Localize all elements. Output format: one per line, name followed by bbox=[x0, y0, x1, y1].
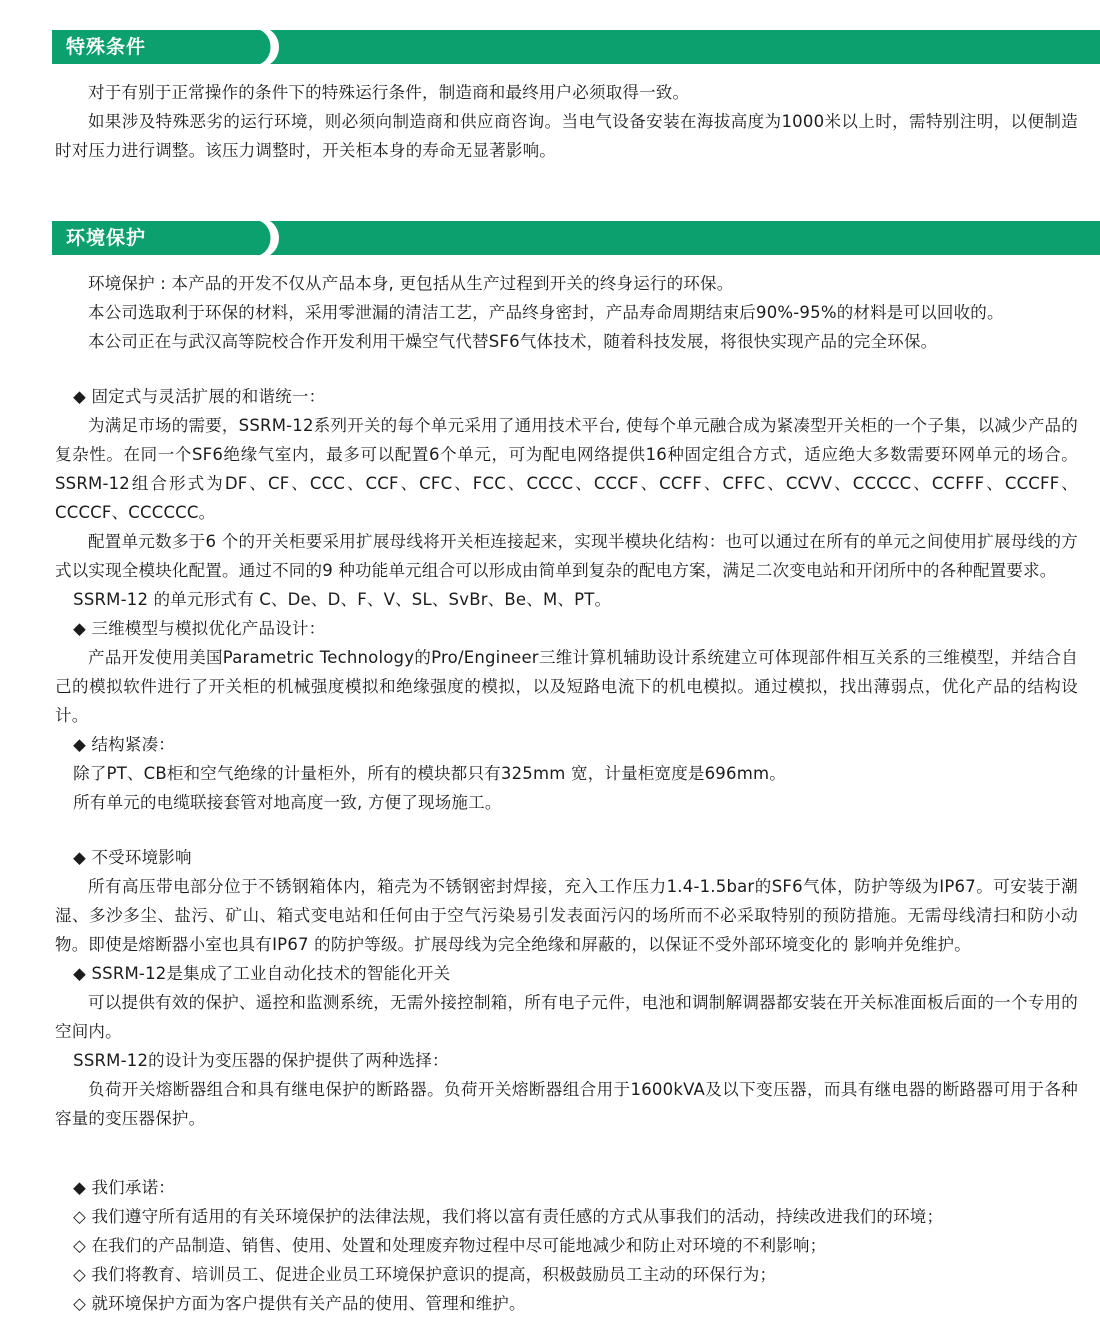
paragraph: 负荷开关熔断器组合和具有继电保护的断路器。负荷开关熔断器组合用于1600kVA及以下变压器，而具有继电器的断路器可用于各种容量的变压器保护。 bbox=[55, 1080, 1078, 1128]
section-heading-special-conditions: 特殊条件 bbox=[66, 36, 147, 58]
paragraph: 如果涉及特殊恶劣的运行环境，则必须向制造商和供应商咨询。当电气设备安装在海拔高度为1000米以上时，需特别注明，以便制造时对压力进行调整。该压力调整时，开关柜本身的寿命无显著影响。 bbox=[55, 112, 1078, 160]
paragraph: 对于有别于正常操作的条件下的特殊运行条件，制造商和最终用户必须取得一致。 bbox=[88, 83, 690, 102]
paragraph: 除了PT、CB柜和空气绝缘的计量柜外，所有的模块都只有325mm 宽，计量柜宽度是696mm。 bbox=[73, 764, 786, 783]
section-banner-special-conditions bbox=[0, 30, 1100, 64]
block-gap bbox=[55, 817, 1078, 843]
paragraph: 为满足市场的需要，SSRM-12系列开关的每个单元采用了通用技术平台, 使每个单元融合成为紧凑型开关柜的一个子集，以减少产品的复杂性。在同一个SF6绝缘气室内，最多可以配置6个单元，可为配电网络提供16种固定组合方式，适应绝大多数需要环网单元的场合。SSRM-12组合形式为DF、CF、CCC、CCF、CFC、FCC、CCCC、CCCF、CCFF、CFFC、CCVV、CCCCC、CCFFF、CCCFF、CCCCF、CCCCCC。 bbox=[55, 416, 1078, 522]
section-heading-environmental-protection: 环境保护 bbox=[66, 227, 147, 249]
bullet-heading: ◆ 结构紧凑： bbox=[73, 735, 175, 754]
banner-bar bbox=[52, 221, 1100, 255]
bullet-heading: ◆ SSRM-12是集成了工业自动化技术的智能化开关 bbox=[73, 964, 451, 983]
commitment-item: ◇ 我们将教育、培训员工、促进企业员工环境保护意识的提高，积极鼓励员工主动的环保行为； bbox=[73, 1265, 777, 1284]
paragraph: 所有高压带电部分位于不锈钢箱体内，箱壳为不锈钢密封焊接，充入工作压力1.4-1.5bar的SF6气体，防护等级为IP67。可安装于潮湿、多沙多尘、盐污、矿山、箱式变电站和任何由于空气污染易引发表面污闪的场所而不必采取特别的预防措施。无需母线清扫和防小动物。即使是熔断器小室也具有IP67 的防护等级。扩展母线为完全绝缘和屏蔽的，以保证不受外部环境变化的 影响并免维护。 bbox=[55, 877, 1078, 954]
bullet-heading: ◆ 固定式与灵活扩展的和谐统一： bbox=[73, 387, 326, 406]
banner-bar bbox=[52, 30, 1100, 64]
block-gap bbox=[55, 1133, 1078, 1173]
block-gap bbox=[55, 356, 1078, 382]
unit-forms-line: SSRM-12 的单元形式有 C、De、D、F、V、SL、SvBr、Be、M、PT。 bbox=[73, 590, 612, 609]
paragraph: 本公司正在与武汉高等院校合作开发利用干燥空气代替SF6气体技术，随着科技发展，将很快实现产品的完全环保。 bbox=[88, 332, 938, 351]
commitment-item: ◇ 我们遵守所有适用的有关环境保护的法律法规，我们将以富有责任感的方式从事我们的活动，持续改进我们的环境； bbox=[73, 1207, 944, 1226]
paragraph: SSRM-12的设计为变压器的保护提供了两种选择： bbox=[73, 1051, 449, 1070]
section-banner-environmental-protection bbox=[0, 221, 1100, 255]
banner-gap bbox=[0, 255, 1100, 269]
section-gap bbox=[0, 165, 1100, 221]
section-body-environmental-protection bbox=[0, 269, 1100, 1318]
section-body-special-conditions bbox=[0, 78, 1100, 165]
paragraph: 所有单元的电缆联接套管对地高度一致, 方便了现场施工。 bbox=[73, 793, 502, 812]
top-spacer bbox=[0, 0, 1100, 30]
paragraph: 可以提供有效的保护、遥控和监测系统，无需外接控制箱，所有电子元件，电池和调制解调器都安装在开关标准面板后面的一个专用的空间内。 bbox=[55, 993, 1078, 1041]
paragraph: 配置单元数多于6 个的开关柜要采用扩展母线将开关柜连接起来，实现半模块化结构：也可以通过在所有的单元之间使用扩展母线的方式以实现全模块化配置。通过不同的9 种功能单元组合可以形成由简单到复杂的配电方案，满足二次变电站和开闭所中的各种配置要求。 bbox=[55, 532, 1078, 580]
bullet-heading: ◆ 三维模型与模拟优化产品设计： bbox=[73, 619, 326, 638]
banner-gap bbox=[0, 64, 1100, 78]
bullet-heading-commitment: ◆ 我们承诺： bbox=[73, 1178, 175, 1197]
paragraph: 产品开发使用美国Parametric Technology的Pro/Engineer三维计算机辅助设计系统建立可体现部件相互关系的三维模型，并结合自己的模拟软件进行了开关柜的机械强度模拟和绝缘强度的模拟，以及短路电流下的机电模拟。通过模拟，找出薄弱点，优化产品的结构设计。 bbox=[55, 648, 1078, 725]
paragraph: 环境保护 : 本产品的开发不仅从产品本身, 更包括从生产过程到开关的终身运行的环保。 bbox=[88, 274, 734, 293]
bullet-heading: ◆ 不受环境影响 bbox=[73, 848, 192, 867]
paragraph: 本公司选取利于环保的材料，采用零泄漏的清洁工艺，产品终身密封，产品寿命周期结束后90%-95%的材料是可以回收的。 bbox=[88, 303, 1004, 322]
commitment-item: ◇ 在我们的产品制造、销售、使用、处置和处理废弃物过程中尽可能地减少和防止对环境的不利影响； bbox=[73, 1236, 827, 1255]
commitment-item: ◇ 就环境保护方面为客户提供有关产品的使用、管理和维护。 bbox=[73, 1294, 526, 1313]
